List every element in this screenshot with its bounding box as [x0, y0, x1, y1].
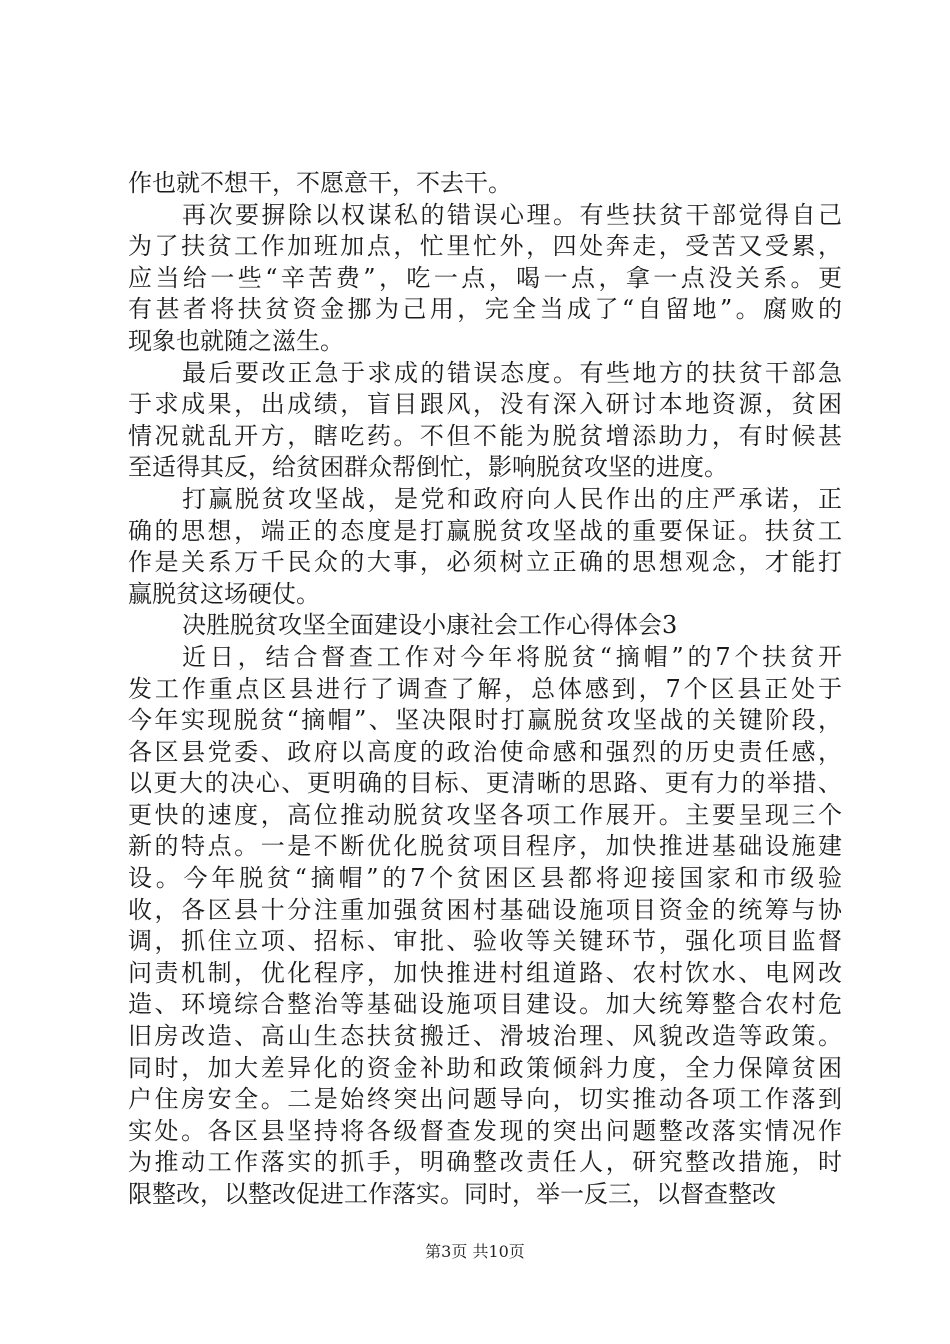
paragraph	[128, 610, 842, 642]
text-line: 为推动工作落实的抓手，明确整改责任人，研究整改措施，时	[128, 1148, 842, 1177]
text-line: 现象也就随之滋生。	[128, 326, 344, 355]
text-line: 同时，加大差异化的资金补助和政策倾斜力度，全力保障贫困	[128, 1053, 842, 1082]
document-body	[128, 168, 842, 1211]
text-line: 更快的速度，高位推动脱贫攻坚各项工作展开。主要呈现三个	[128, 800, 842, 829]
text-line: 决胜脱贫攻坚全面建设小康社会工作心得体会3	[182, 611, 678, 640]
text-line: 以更大的决心、更明确的目标、更清晰的思路、更有力的举措、	[128, 769, 842, 798]
paragraph	[128, 358, 842, 484]
text-line: 各区县党委、政府以高度的政治使命感和强烈的历史责任感，	[128, 737, 842, 766]
text-line: 近日，结合督查工作对今年将脱贫“摘帽”的7个扶贫开	[182, 642, 842, 671]
text-line: 设。今年脱贫“摘帽”的7个贫困区县都将迎接国家和市级验	[128, 864, 842, 893]
paragraph	[128, 200, 842, 358]
text-line: 收，各区县十分注重加强贫困村基础设施项目资金的统筹与协	[128, 895, 842, 924]
text-line: 实处。各区县坚持将各级督查发现的突出问题整改落实情况作	[128, 1116, 842, 1145]
page-number-footer	[0, 1242, 950, 1262]
text-line: 再次要摒除以权谋私的错误心理。有些扶贫干部觉得自己	[182, 200, 842, 229]
text-line: 为了扶贫工作加班加点，忙里忙外，四处奔走，受苦又受累，	[128, 232, 842, 261]
text-line: 确的思想，端正的态度是打赢脱贫攻坚战的重要保证。扶贫工	[128, 516, 842, 545]
text-line: 打赢脱贫攻坚战，是党和政府向人民作出的庄严承诺，正	[182, 484, 842, 513]
text-line: 赢脱贫这场硬仗。	[128, 579, 320, 608]
text-line: 造、环境综合整治等基础设施项目建设。加大统筹整合农村危	[128, 990, 842, 1019]
text-line: 作也就不想干，不愿意干，不去干。	[128, 169, 512, 197]
text-line: 限整改，以整改促进工作落实。同时，举一反三，以督查整改	[128, 1180, 776, 1208]
paragraph	[128, 484, 842, 610]
text-line: 作是关系万千民众的大事，必须树立正确的思想观念，才能打	[128, 548, 842, 577]
text-line: 户住房安全。二是始终突出问题导向，切实推动各项工作落到	[128, 1085, 842, 1114]
paragraph	[128, 642, 842, 1211]
text-line: 于求成果，出成绩，盲目跟风，没有深入研讨本地资源，贫困	[128, 390, 842, 419]
text-line: 至适得其反，给贫困群众帮倒忙，影响脱贫攻坚的进度。	[128, 453, 728, 482]
text-line: 有甚者将扶贫资金挪为己用，完全当成了“自留地”。腐败的	[128, 295, 842, 324]
text-line: 调，抓住立项、招标、审批、验收等关键环节，强化项目监督	[128, 927, 842, 956]
text-line: 最后要改正急于求成的错误态度。有些地方的扶贫干部急	[182, 358, 842, 387]
text-line: 新的特点。一是不断优化脱贫项目程序，加快推进基础设施建	[128, 832, 842, 861]
text-line: 问责机制，优化程序，加快推进村组道路、农村饮水、电网改	[128, 958, 842, 987]
text-line: 今年实现脱贫“摘帽”、坚决限时打赢脱贫攻坚战的关键阶段，	[128, 706, 842, 735]
text-line: 旧房改造、高山生态扶贫搬迁、滑坡治理、风貌改造等政策。	[128, 1022, 842, 1051]
text-line: 发工作重点区县进行了调查了解，总体感到，7个区县正处于	[128, 674, 842, 703]
paragraph	[128, 168, 842, 200]
text-line: 情况就乱开方，瞎吃药。不但不能为脱贫增添助力，有时候甚	[128, 421, 842, 450]
page-number-label: 第3页 共10页	[425, 1242, 525, 1261]
text-line: 应当给一些“辛苦费”，吃一点，喝一点，拿一点没关系。更	[128, 263, 842, 292]
